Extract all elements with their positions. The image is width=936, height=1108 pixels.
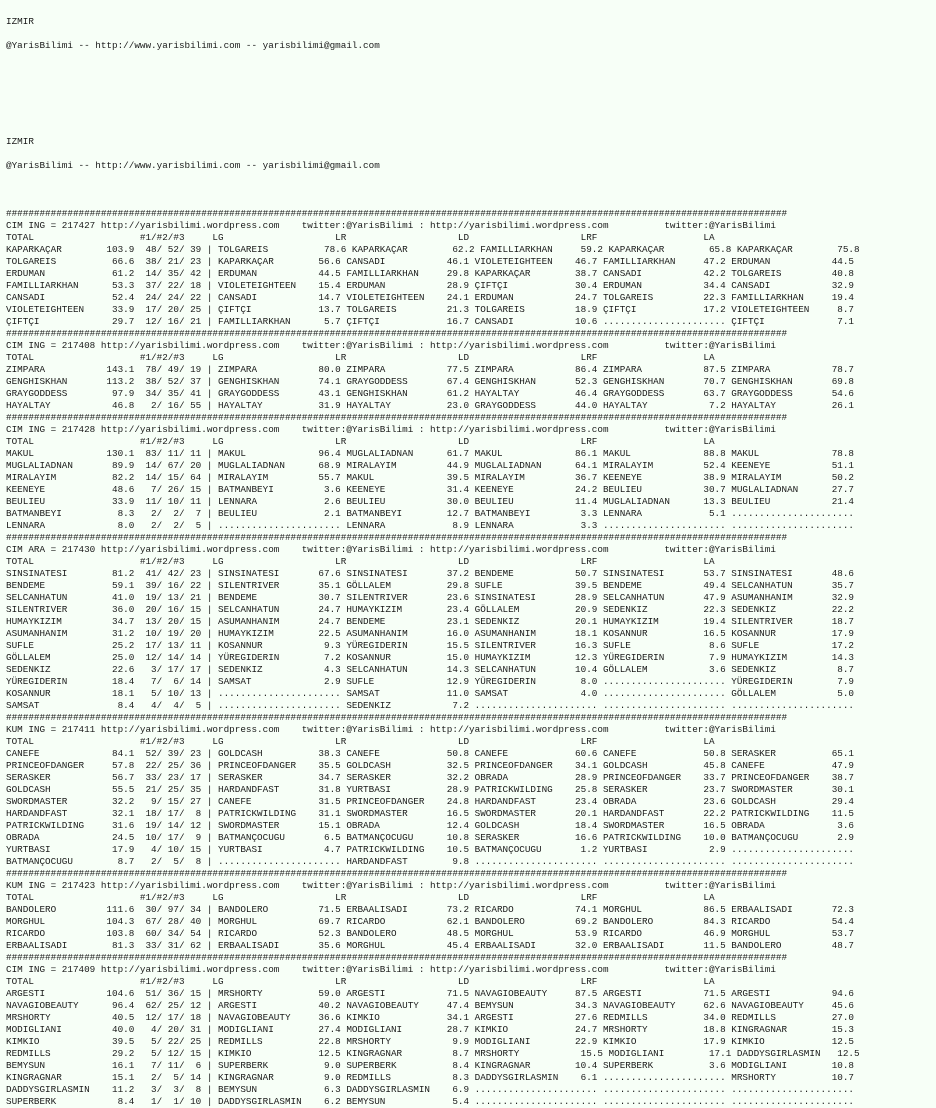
table-row: ERBAALISADI 81.3 33/ 31/ 62 | ERBAALISADI 35.6 MORGHUL 45.4 ERBAALISADI 32.0 ERBAALISADI 11.5 BANDOLERO 48.7 xyxy=(6,940,855,951)
separator-line: ############################################################################################################################################ xyxy=(6,952,788,963)
race-header: CIM ING = 217427 http://yarisbilimi.wordpress.com twitter:@YarisBilimi : http://yarisbilimi.wordpress.com twitter:@YarisBilimi xyxy=(6,220,776,231)
table-row: DADDYSGIRLASMIN 11.2 3/ 3/ 8 | BEMYSUN 6.3 DADDYSGIRLASMIN 6.9 ...................... ...................... ...................... xyxy=(6,1084,855,1095)
column-header: TOTAL #1/#2/#3 LG LR LD LRF LA xyxy=(6,892,715,903)
table-row: SEDENKIZ 22.6 3/ 17/ 17 | SEDENKIZ 4.3 SELCANHATUN 14.3 SELCANHATUN 10.4 GÖLLALEM 3.6 SEDENKIZ 8.7 xyxy=(6,664,855,675)
spacer xyxy=(6,64,936,76)
table-row: ÇIFTÇI 29.7 12/ 16/ 21 | FAMILLIARKHAN 5.7 ÇIFTÇI 16.7 CANSADI 10.6 ...................... ÇIFTÇI 7.1 xyxy=(6,316,855,327)
table-row: SUPERBERK 8.4 1/ 1/ 10 | DADDYSGIRLASMIN 6.2 BEMYSUN 5.4 ...................... ...................... ...................... xyxy=(6,1096,855,1107)
table-row: CANSADI 52.4 24/ 24/ 22 | CANSADI 14.7 VIOLETEIGHTEEN 24.1 ERDUMAN 24.7 TOLGAREIS 22.3 FAMILLIARKHAN 19.4 xyxy=(6,292,855,303)
column-header: TOTAL #1/#2/#3 LG LR LD LRF LA xyxy=(6,232,715,243)
credit-line: @YarisBilimi -- http://www.yarisbilimi.com -- yarisbilimi@gmail.com xyxy=(6,160,380,171)
table-row: SERASKER 56.7 33/ 23/ 17 | SERASKER 34.7 SERASKER 32.2 OBRADA 28.9 PRINCEOFDANGER 33.7 PRINCEOFDANGER 38.7 xyxy=(6,772,855,783)
table-row: ARGESTI 104.6 51/ 36/ 15 | MRSHORTY 59.0 ARGESTI 71.5 NAVAGIOBEAUTY 87.5 ARGESTI 71.5 ARGESTI 94.6 xyxy=(6,988,855,999)
race-tables xyxy=(6,208,936,1107)
table-row: FAMILLIARKHAN 53.3 37/ 22/ 18 | VIOLETEIGHTEEN 15.4 ERDUMAN 28.9 ÇIFTÇI 30.4 ERDUMAN 34.4 CANSADI 32.9 xyxy=(6,280,855,291)
table-row: RICARDO 103.8 60/ 34/ 54 | RICARDO 52.3 BANDOLERO 48.5 MORGHUL 53.9 RICARDO 46.9 MORGHUL 53.7 xyxy=(6,928,855,939)
table-row: PRINCEOFDANGER 57.8 22/ 25/ 36 | PRINCEOFDANGER 35.5 GOLDCASH 32.5 PRINCEOFDANGER 34.1 GOLDCASH 45.8 CANEFE 47.9 xyxy=(6,760,855,771)
table-row: KIMKIO 39.5 5/ 22/ 25 | REDMILLS 22.8 MRSHORTY 9.9 MODIGLIANI 22.9 KIMKIO 17.9 KIMKIO 12.5 xyxy=(6,1036,855,1047)
city-title: IZMIR xyxy=(6,136,34,147)
race-header: KUM ING = 217411 http://yarisbilimi.wordpress.com twitter:@YarisBilimi : http://yarisbilimi.wordpress.com twitter:@YarisBilimi xyxy=(6,724,776,735)
table-row: MIRALAYIM 82.2 14/ 15/ 64 | MIRALAYIM 55.7 MAKUL 39.5 MIRALAYIM 36.7 KEENEYE 38.9 MIRALAYIM 50.2 xyxy=(6,472,855,483)
table-row: BANDOLERO 111.6 30/ 97/ 34 | BANDOLERO 71.5 ERBAALISADI 73.2 RICARDO 74.1 MORGHUL 86.5 ERBAALISADI 72.3 xyxy=(6,904,855,915)
table-row: MODIGLIANI 40.0 4/ 20/ 31 | MODIGLIANI 27.4 MODIGLIANI 28.7 KIMKIO 24.7 MRSHORTY 18.8 KINGRAGNAR 15.3 xyxy=(6,1024,855,1035)
table-row: SELCANHATUN 41.0 19/ 13/ 21 | BENDEME 30.7 SILENTRIVER 23.6 SINSINATESI 28.9 SELCANHATUN 47.9 ASUMANHANIM 32.9 xyxy=(6,592,855,603)
table-row: HARDANDFAST 32.1 18/ 17/ 8 | PATRICKWILDING 31.1 SWORDMASTER 16.5 SWORDMASTER 20.1 HARDANDFAST 22.2 PATRICKWILDING 11.5 xyxy=(6,808,855,819)
column-header: TOTAL #1/#2/#3 LG LR LD LRF LA xyxy=(6,976,715,987)
column-header: TOTAL #1/#2/#3 LG LR LD LRF LA xyxy=(6,352,715,363)
table-row: PATRICKWILDING 31.6 19/ 14/ 12 | SWORDMASTER 15.1 OBRADA 12.4 GOLDCASH 18.4 SWORDMASTER 16.5 OBRADA 3.6 xyxy=(6,820,855,831)
spacer xyxy=(6,184,936,196)
table-row: MRSHORTY 40.5 12/ 17/ 18 | NAVAGIOBEAUTY 36.6 KIMKIO 34.1 ARGESTI 27.6 REDMILLS 34.0 REDMILLS 27.0 xyxy=(6,1012,855,1023)
column-header: TOTAL #1/#2/#3 LG LR LD LRF LA xyxy=(6,436,715,447)
race-header: CIM ING = 217409 http://yarisbilimi.wordpress.com twitter:@YarisBilimi : http://yarisbilimi.wordpress.com twitter:@YarisBilimi xyxy=(6,964,776,975)
table-row: MAKUL 130.1 83/ 11/ 11 | MAKUL 96.4 MUGLALIADNAN 61.7 MAKUL 86.1 MAKUL 88.8 MAKUL 78.8 xyxy=(6,448,855,459)
separator-line: ############################################################################################################################################ xyxy=(6,412,788,423)
table-row: ASUMANHANIM 31.2 10/ 19/ 20 | HUMAYKIZIM 22.5 ASUMANHANIM 16.0 ASUMANHANIM 18.1 KOSANNUR 16.5 KOSANNUR 17.9 xyxy=(6,628,855,639)
table-row: CANEFE 84.1 52/ 39/ 23 | GOLDCASH 38.3 CANEFE 50.8 CANEFE 60.6 CANEFE 50.8 SERASKER 65.1 xyxy=(6,748,855,759)
separator-line: ############################################################################################################################################ xyxy=(6,868,788,879)
separator-line: ############################################################################################################################################ xyxy=(6,532,788,543)
table-row: KAPARKAÇAR 103.9 48/ 52/ 39 | TOLGAREIS 78.6 KAPARKAÇAR 62.2 FAMILLIARKHAN 59.2 KAPARKAÇAR 65.8 KAPARKAÇAR 75.8 xyxy=(6,244,860,255)
table-row: TOLGAREIS 66.6 38/ 21/ 23 | KAPARKAÇAR 56.6 CANSADI 46.1 VIOLETEIGHTEEN 46.7 FAMILLIARKHAN 47.2 ERDUMAN 44.5 xyxy=(6,256,855,267)
table-row: SAMSAT 8.4 4/ 4/ 5 | ...................... SEDENKIZ 7.2 ...................... ...................... ...................... xyxy=(6,700,855,711)
table-row: BATMANBEYI 8.3 2/ 2/ 7 | BEULIEU 2.1 BATMANBEYI 12.7 BATMANBEYI 3.3 LENNARA 5.1 ...................... xyxy=(6,508,855,519)
table-row: ERDUMAN 61.2 14/ 35/ 42 | ERDUMAN 44.5 FAMILLIARKHAN 29.8 KAPARKAÇAR 38.7 CANSADI 42.2 TOLGAREIS 40.8 xyxy=(6,268,855,279)
table-row: KEENEYE 48.6 7/ 26/ 15 | BATMANBEYI 3.6 KEENEYE 31.4 KEENEYE 24.2 BEULIEU 30.7 MUGLALIADNAN 27.7 xyxy=(6,484,855,495)
table-row: HUMAYKIZIM 34.7 13/ 20/ 15 | ASUMANHANIM 24.7 BENDEME 23.1 SEDENKIZ 20.1 HUMAYKIZIM 19.4 SILENTRIVER 18.7 xyxy=(6,616,855,627)
separator-line: ############################################################################################################################################ xyxy=(6,208,788,219)
table-row: BEULIEU 33.9 11/ 10/ 11 | LENNARA 2.6 BEULIEU 30.0 BEULIEU 11.4 MUGLALIADNAN 13.3 BEULIEU 21.4 xyxy=(6,496,855,507)
table-row: SUFLE 25.2 17/ 13/ 11 | KOSANNUR 9.3 YÜREGIDERIN 15.5 SILENTRIVER 16.3 SUFLE 8.6 SUFLE 17.2 xyxy=(6,640,855,651)
table-row: MORGHUL 104.3 67/ 28/ 40 | MORGHUL 69.7 RICARDO 62.1 BANDOLERO 69.2 BANDOLERO 84.3 RICARDO 54.4 xyxy=(6,916,855,927)
table-row: GOLDCASH 55.5 21/ 25/ 35 | HARDANDFAST 31.8 YURTBASI 28.9 PATRICKWILDING 25.8 SERASKER 23.7 SWORDMASTER 30.1 xyxy=(6,784,855,795)
table-row: MUGLALIADNAN 89.9 14/ 67/ 20 | MUGLALIADNAN 68.9 MIRALAYIM 44.9 MUGLALIADNAN 64.1 MIRALAYIM 52.4 KEENEYE 51.1 xyxy=(6,460,855,471)
table-row: GRAYGODDESS 97.9 34/ 35/ 41 | GRAYGODDESS 43.1 GENGHISKHAN 61.2 HAYALTAY 46.4 GRAYGODDESS 63.7 GRAYGODDESS 54.6 xyxy=(6,388,855,399)
table-row: GÖLLALEM 25.0 12/ 14/ 14 | YÜREGIDERIN 7.2 KOSANNUR 15.0 HUMAYKIZIM 12.3 YÜREGIDERIN 7.9 HUMAYKIZIM 14.3 xyxy=(6,652,855,663)
table-row: REDMILLS 29.2 5/ 12/ 15 | KIMKIO 12.5 KINGRAGNAR 8.7 MRSHORTY 15.5 MODIGLIANI 17.1 DADDYSGIRLASMIN 12.5 xyxy=(6,1048,860,1059)
table-row: BEMYSUN 16.1 7/ 11/ 6 | SUPERBERK 9.0 SUPERBERK 8.4 KINGRAGNAR 10.4 SUPERBERK 3.6 MODIGLIANI 10.8 xyxy=(6,1060,855,1071)
separator-line: ############################################################################################################################################ xyxy=(6,328,788,339)
table-row: VIOLETEIGHTEEN 33.9 17/ 20/ 25 | ÇIFTÇI 13.7 TOLGAREIS 21.3 TOLGAREIS 18.9 ÇIFTÇI 17.2 VIOLETEIGHTEEN 8.7 xyxy=(6,304,855,315)
spacer xyxy=(6,88,936,100)
table-row: SINSINATESI 81.2 41/ 42/ 23 | SINSINATESI 67.6 SINSINATESI 37.2 BENDEME 50.7 SINSINATESI 53.7 SINSINATESI 48.6 xyxy=(6,568,855,579)
table-row: HAYALTAY 46.8 2/ 16/ 55 | HAYALTAY 31.9 HAYALTAY 23.0 GRAYGODDESS 44.0 HAYALTAY 7.2 HAYALTAY 26.1 xyxy=(6,400,855,411)
table-row: ZIMPARA 143.1 78/ 49/ 19 | ZIMPARA 80.0 ZIMPARA 77.5 ZIMPARA 86.4 ZIMPARA 87.5 ZIMPARA 78.7 xyxy=(6,364,855,375)
race-header: CIM ING = 217408 http://yarisbilimi.wordpress.com twitter:@YarisBilimi : http://yarisbilimi.wordpress.com twitter:@YarisBilimi xyxy=(6,340,776,351)
table-row: NAVAGIOBEAUTY 96.4 62/ 25/ 12 | ARGESTI 40.2 NAVAGIOBEAUTY 47.4 BEMYSUN 34.3 NAVAGIOBEAUTY 62.6 NAVAGIOBEAUTY 45.6 xyxy=(6,1000,855,1011)
column-header: TOTAL #1/#2/#3 LG LR LD LRF LA xyxy=(6,556,715,567)
column-header: TOTAL #1/#2/#3 LG LR LD LRF LA xyxy=(6,736,715,747)
table-row: YURTBASI 17.9 4/ 10/ 15 | YURTBASI 4.7 PATRICKWILDING 10.5 BATMANÇOCUGU 1.2 YURTBASI 2.9 ...................... xyxy=(6,844,855,855)
table-row: YÜREGIDERIN 18.4 7/ 6/ 14 | SAMSAT 2.9 SUFLE 12.9 YÜREGIDERIN 8.0 ...................... YÜREGIDERIN 7.9 xyxy=(6,676,855,687)
table-row: BENDEME 59.1 39/ 16/ 22 | SILENTRIVER 35.1 GÖLLALEM 29.8 SUFLE 39.5 BENDEME 49.4 SELCANHATUN 35.7 xyxy=(6,580,855,591)
race-header: CIM ARA = 217430 http://yarisbilimi.wordpress.com twitter:@YarisBilimi : http://yarisbilimi.wordpress.com twitter:@YarisBilimi xyxy=(6,544,776,555)
spacer xyxy=(6,112,936,124)
table-row: LENNARA 8.0 2/ 2/ 5 | ...................... LENNARA 8.9 LENNARA 3.3 ...................... ...................... xyxy=(6,520,855,531)
credit-line: @YarisBilimi -- http://www.yarisbilimi.com -- yarisbilimi@gmail.com xyxy=(6,40,380,51)
table-row: SWORDMASTER 32.2 9/ 15/ 27 | CANEFE 31.5 PRINCEOFDANGER 24.8 HARDANDFAST 23.4 OBRADA 23.6 GOLDCASH 29.4 xyxy=(6,796,855,807)
table-row: KINGRAGNAR 15.1 2/ 5/ 14 | KINGRAGNAR 9.0 REDMILLS 8.3 DADDYSGIRLASMIN 6.1 ...................... MRSHORTY 10.7 xyxy=(6,1072,855,1083)
table-row: BATMANÇOCUGU 8.7 2/ 5/ 8 | ...................... HARDANDFAST 9.8 ...................... ...................... ...................... xyxy=(6,856,855,867)
table-row: KOSANNUR 18.1 5/ 10/ 13 | ...................... SAMSAT 11.0 SAMSAT 4.0 ...................... GÖLLALEM 5.0 xyxy=(6,688,855,699)
separator-line: ############################################################################################################################################ xyxy=(6,712,788,723)
race-header: CIM ING = 217428 http://yarisbilimi.wordpress.com twitter:@YarisBilimi : http://yarisbilimi.wordpress.com twitter:@YarisBilimi xyxy=(6,424,776,435)
city-title: IZMIR xyxy=(6,16,34,27)
table-row: GENGHISKHAN 113.2 38/ 52/ 37 | GENGHISKHAN 74.1 GRAYGODDESS 67.4 GENGHISKHAN 52.3 GENGHISKHAN 70.7 GENGHISKHAN 69.8 xyxy=(6,376,855,387)
race-header: KUM ING = 217423 http://yarisbilimi.wordpress.com twitter:@YarisBilimi : http://yarisbilimi.wordpress.com twitter:@YarisBilimi xyxy=(6,880,776,891)
table-row: SILENTRIVER 36.0 20/ 16/ 15 | SELCANHATUN 24.7 HUMAYKIZIM 23.4 GÖLLALEM 20.9 SEDENKIZ 22.3 SEDENKIZ 22.2 xyxy=(6,604,855,615)
table-row: OBRADA 24.5 10/ 17/ 9 | BATMANÇOCUGU 6.5 BATMANÇOCUGU 10.8 SERASKER 16.6 PATRICKWILDING 10.0 BATMANÇOCUGU 2.9 xyxy=(6,832,855,843)
